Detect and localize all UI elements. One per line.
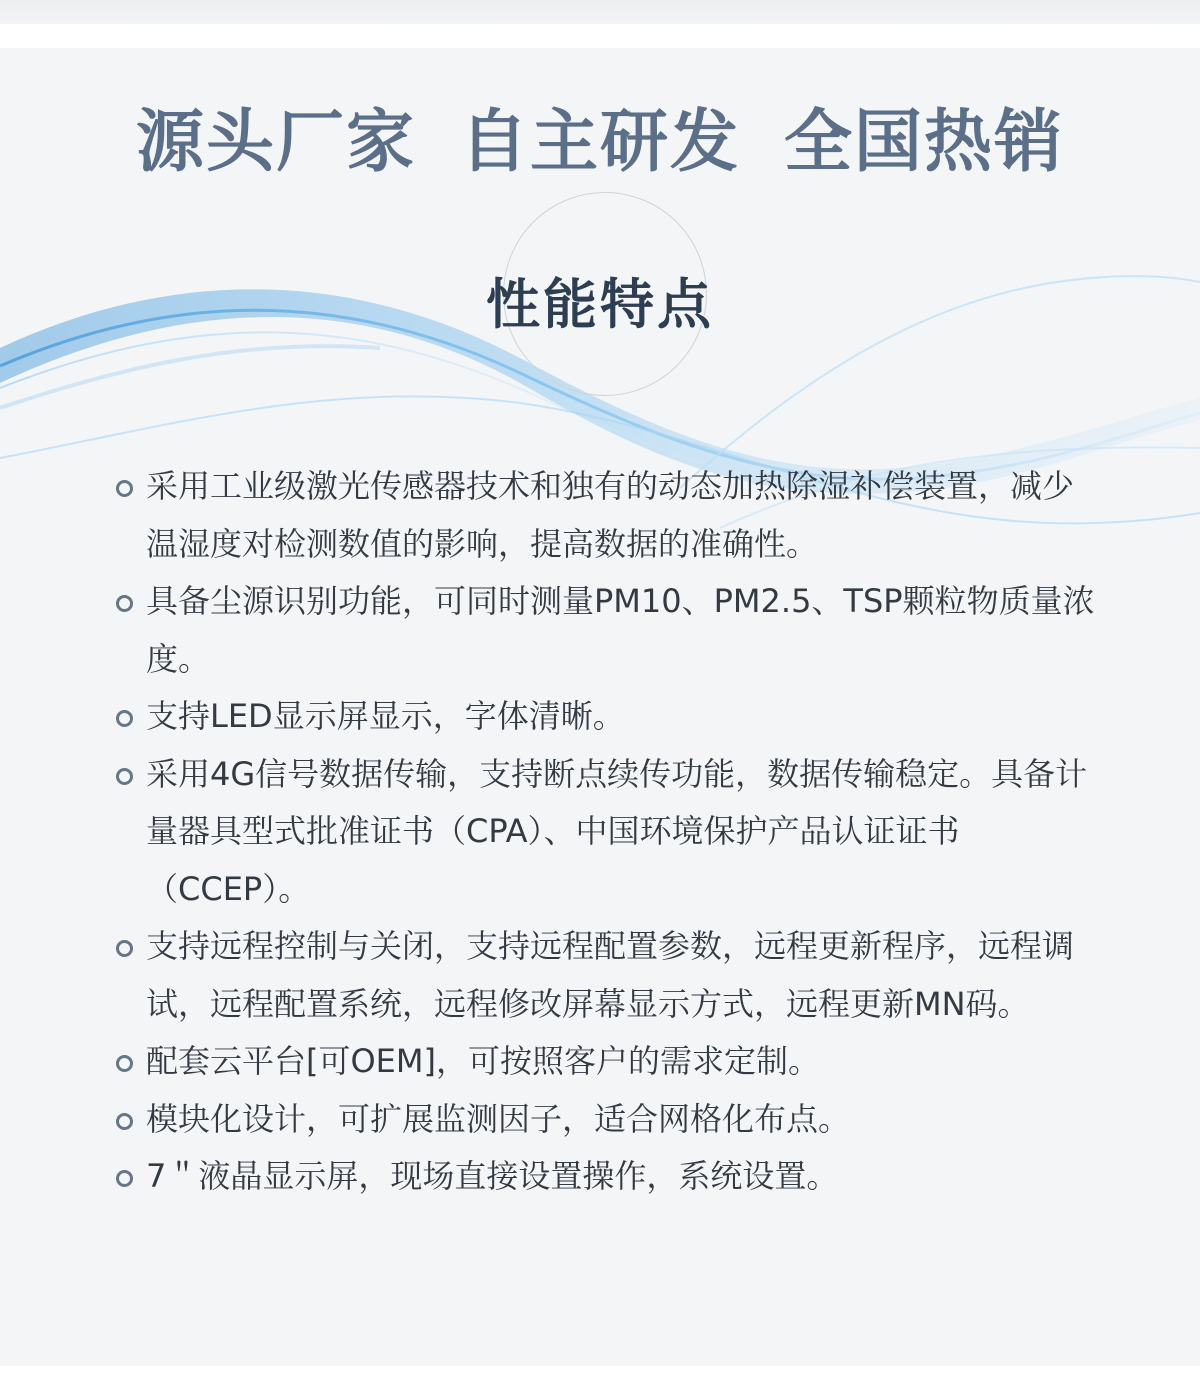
feature-text: 具备尘源识别功能，可同时测量PM10、PM2.5、TSP颗粒物质量浓度。 [146,582,1095,678]
circle-bullet-icon [116,940,133,957]
slogan-heading [0,88,1200,185]
top-strip [0,0,1200,24]
circle-bullet-icon [116,480,133,497]
feature-text: 7＂液晶显示屏，现场直接设置操作，系统设置。 [146,1157,839,1195]
feature-list [116,458,1096,1206]
circle-bullet-icon [116,768,133,785]
circle-bullet-icon [116,595,133,612]
slogan-part-nationwide-sales: 全国热销 [784,102,1065,182]
feature-text: 配套云平台[可OEM]，可按照客户的需求定制。 [146,1042,820,1080]
feature-item [116,458,1096,573]
slogan-part-independent-rd: 自主研发 [459,102,740,182]
feature-item [116,1148,1096,1206]
feature-text: 采用工业级激光传感器技术和独有的动态加热除湿补偿装置，减少温湿度对检测数值的影响，提高数据的准确性。 [146,467,1075,563]
circle-bullet-icon [116,1113,133,1130]
circle-bullet-icon [116,1055,133,1072]
feature-panel [0,48,1200,1366]
feature-item [116,918,1096,1033]
circle-bullet-icon [116,710,133,727]
feature-item [116,746,1096,919]
section-title: 性能特点 [486,273,714,336]
feature-item [116,1033,1096,1091]
feature-item [116,1091,1096,1149]
feature-text: 支持LED显示屏显示，字体清晰。 [146,697,625,735]
circle-bullet-icon [116,1170,133,1187]
bottom-strip [0,1366,1200,1373]
feature-text: 采用4G信号数据传输，支持断点续传功能，数据传输稳定。具备计量器具型式批准证书（CPA）、中国环境保护产品认证证书（CCEP）。 [146,754,1088,908]
feature-text: 支持远程控制与关闭，支持远程配置参数，远程更新程序，远程调试，远程配置系统，远程修改屏幕显示方式，远程更新MN码。 [146,927,1075,1023]
feature-item [116,573,1096,688]
feature-text: 模块化设计，可扩展监测因子，适合网格化布点。 [146,1099,851,1138]
feature-item [116,688,1096,746]
slogan-part-source-factory: 源头厂家 [135,102,416,182]
